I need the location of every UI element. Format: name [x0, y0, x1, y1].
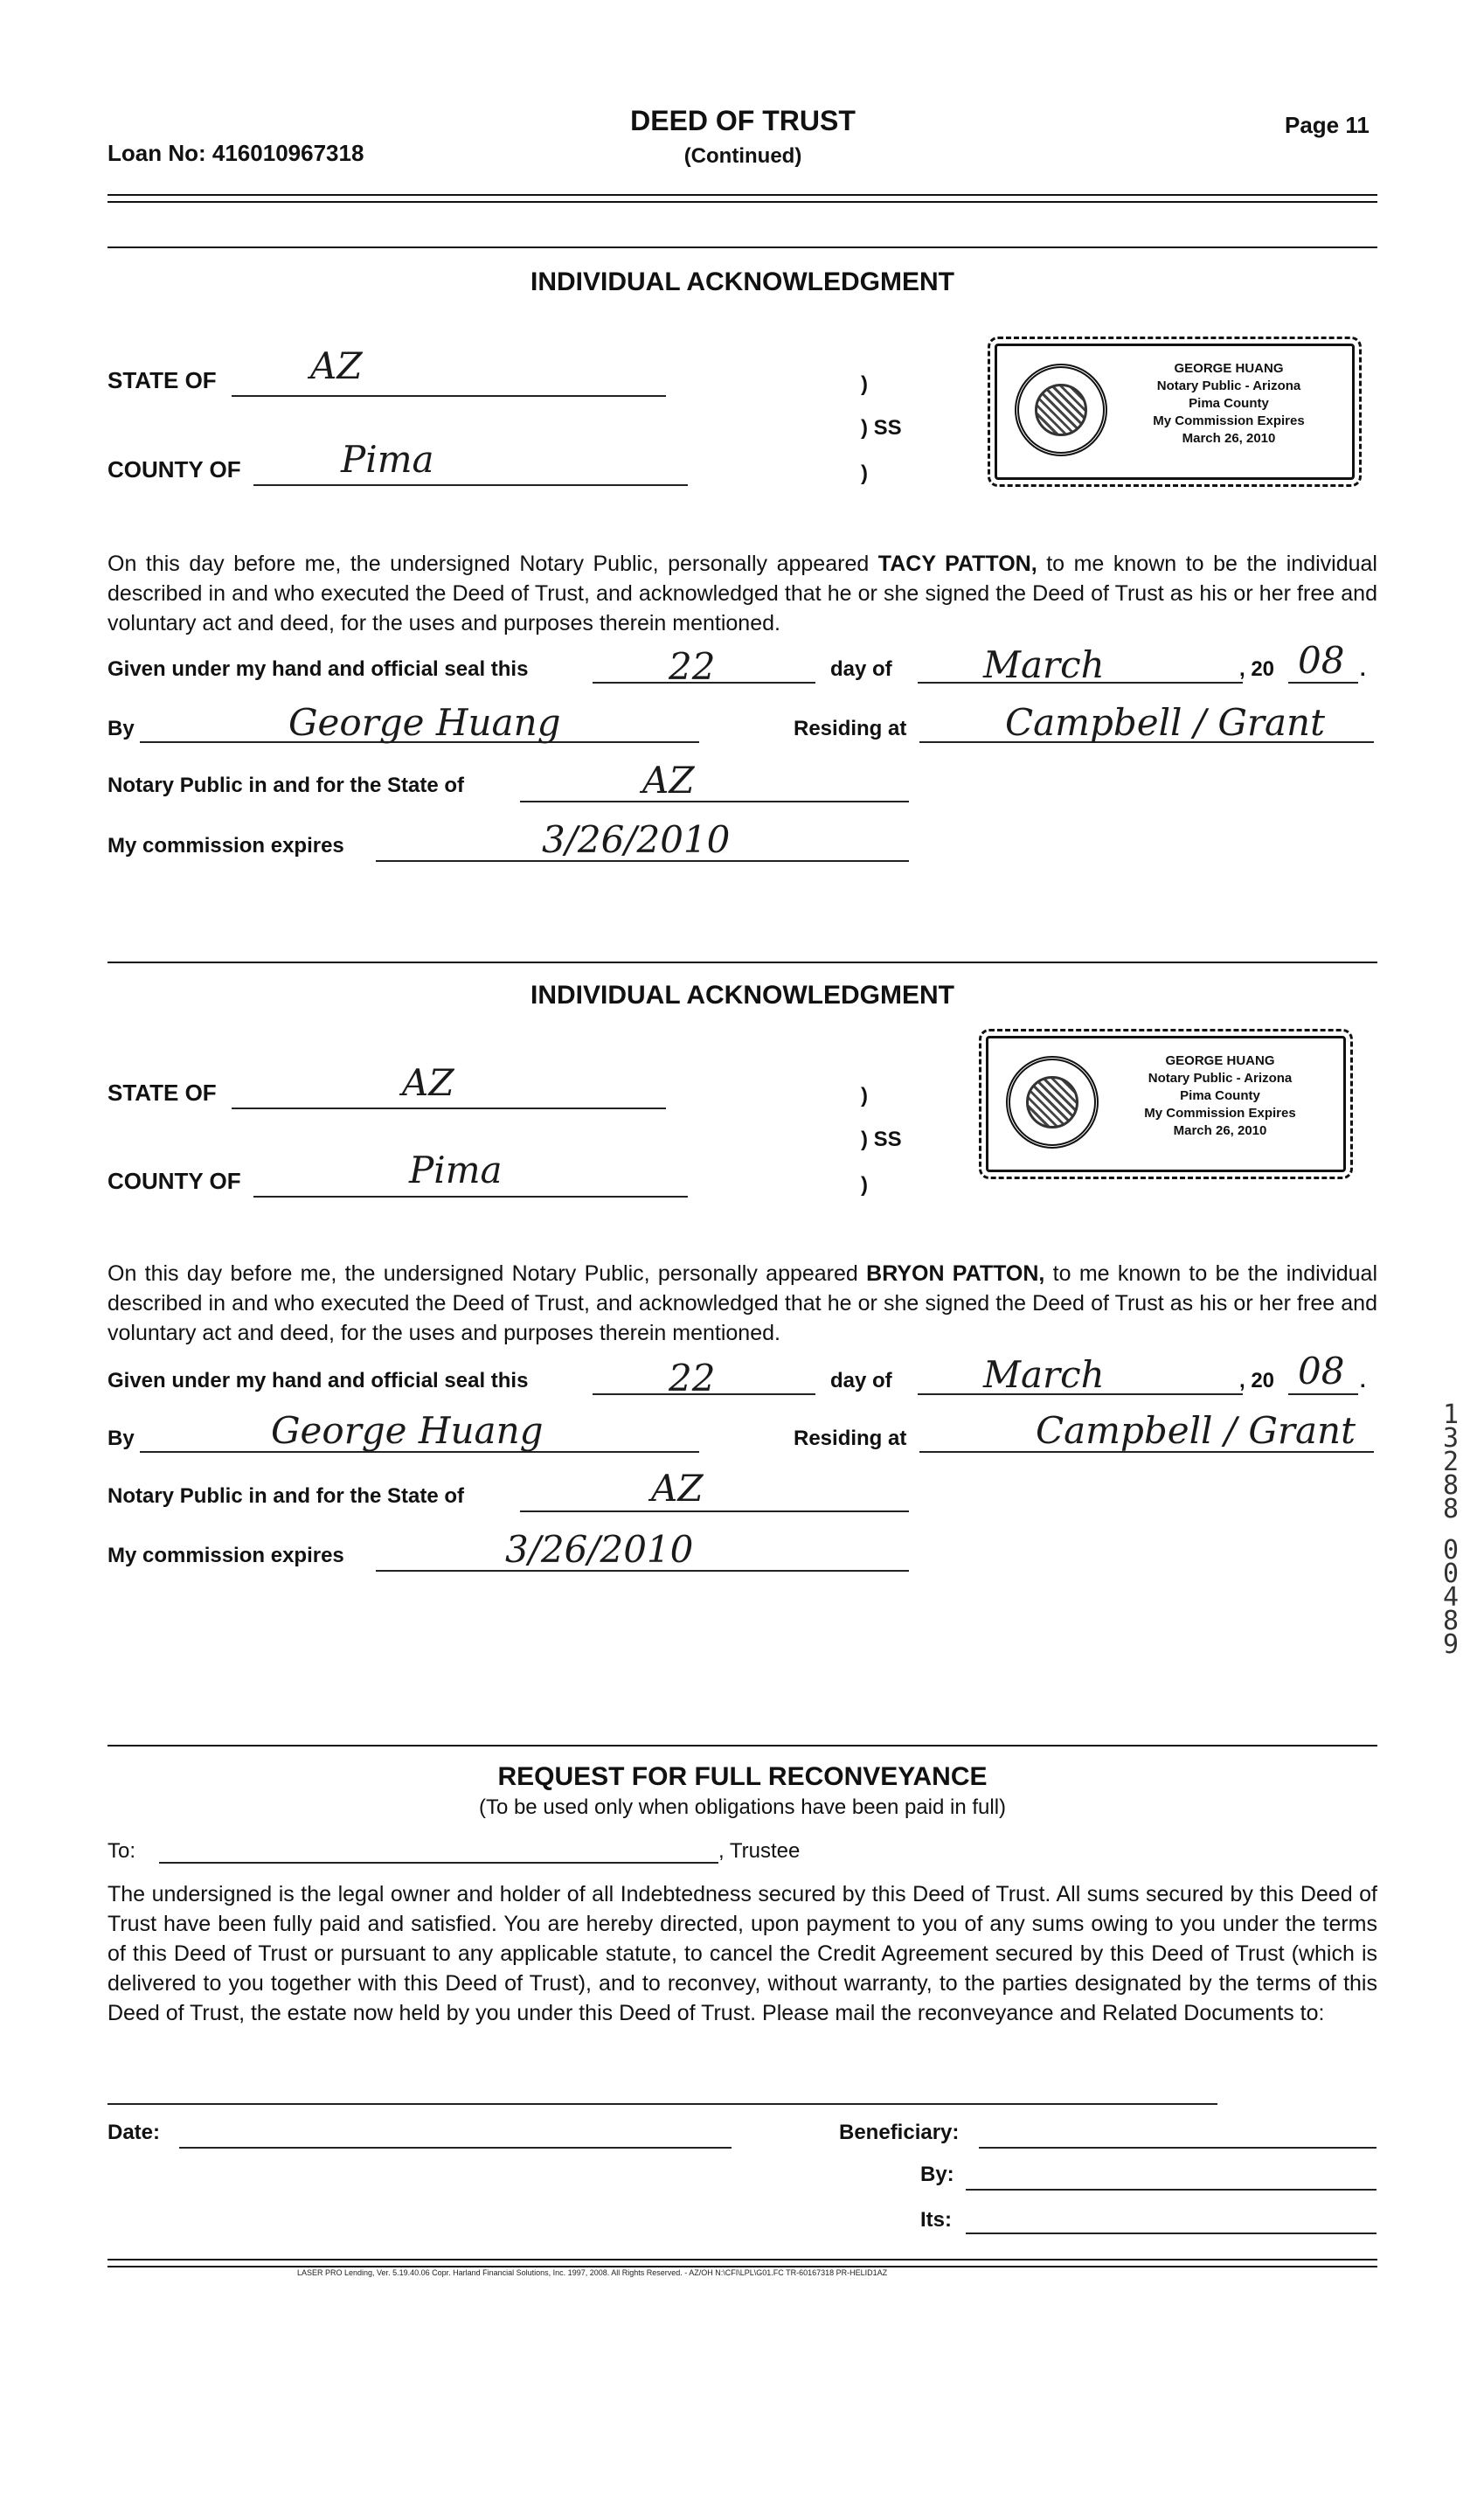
- ack1-state-value: AZ: [310, 344, 363, 387]
- ack1-month: March: [983, 643, 1105, 686]
- ack1-by-label: By: [107, 717, 135, 740]
- by-label: By:: [920, 2163, 954, 2186]
- ack1-period: .: [1360, 657, 1366, 681]
- ack1-paragraph: On this day before me, the undersigned Notary Public, personally appeared TACY PATTON, to me known to be the individual described in and who executed the Deed of Trust, and acknowledged that he or she signed the Deed of Trust as his or her free and voluntary act and deed, for the uses and purposes therein mentioned.: [107, 552, 1377, 635]
- ack1-county-line: [253, 484, 688, 486]
- recording-number-line2: 0 0 4 8 9: [1442, 1535, 1460, 1660]
- ack2-state-line: [232, 1108, 666, 1109]
- date-label: Date:: [107, 2121, 161, 2144]
- ack1-residing-label: Residing at: [794, 717, 907, 740]
- ack1-expires-value: 3/26/2010: [542, 818, 731, 861]
- ack2-state-value: AZ: [402, 1061, 454, 1104]
- ack2-notary-state-line: [520, 1510, 909, 1512]
- ack2-seal-name: GEORGE HUANG: [1165, 1053, 1275, 1068]
- ack2-period: .: [1360, 1369, 1366, 1392]
- ack1-paren-1: ): [861, 372, 868, 396]
- ack2-county-value: Pima: [409, 1149, 503, 1191]
- document-subtitle: (Continued): [683, 144, 802, 168]
- ack1-state-seal-icon: [1015, 364, 1107, 456]
- footer-rule-top: [107, 2259, 1377, 2260]
- ack1-seal-title: Notary Public - Arizona: [1156, 378, 1301, 393]
- ack2-residing-label: Residing at: [794, 1427, 907, 1450]
- document-title: DEED OF TRUST: [630, 105, 856, 136]
- ack2-residing-value: Campbell / Grant: [1036, 1409, 1356, 1452]
- ack1-county-label: COUNTY OF: [107, 456, 241, 483]
- ack1-seal-expires: March 26, 2010: [1182, 431, 1276, 446]
- to-label: To:: [107, 1839, 136, 1863]
- loan-number-line: [107, 140, 364, 167]
- ack1-notary-seal: [995, 344, 1355, 480]
- ack2-notary-seal: [986, 1036, 1346, 1172]
- mail-to-line[interactable]: [107, 2103, 1217, 2105]
- date-line[interactable]: [179, 2147, 732, 2149]
- header-rule-bottom: [107, 201, 1377, 203]
- ack2-seal-commission: My Commission Expires: [1144, 1106, 1296, 1121]
- ack2-seal-county: Pima County: [1180, 1088, 1260, 1103]
- ack1-year-line: [1288, 682, 1358, 684]
- ack1-day-of-label: day of: [830, 657, 892, 681]
- ack2-seal-title: Notary Public - Arizona: [1148, 1071, 1293, 1086]
- ack1-seal-commission: My Commission Expires: [1153, 413, 1305, 428]
- ack2-state-label: STATE OF: [107, 1080, 217, 1106]
- ack1-state-label: STATE OF: [107, 367, 217, 393]
- reconveyance-rule: [107, 1745, 1377, 1746]
- ack1-seal-name: GEORGE HUANG: [1174, 361, 1284, 376]
- ack2-person: BRYON PATTON,: [866, 1261, 1045, 1286]
- its-label: Its:: [920, 2208, 952, 2232]
- reconveyance-subheading: (To be used only when obligations have been paid in full): [478, 1795, 1007, 1819]
- ack2-notary-state-value: AZ: [651, 1467, 704, 1510]
- ack1-given-day: 22: [669, 645, 716, 688]
- loan-label: Loan No:: [107, 140, 206, 166]
- recording-number-line1: 1 3 2 8 8: [1442, 1399, 1460, 1524]
- ack1-year-prefix: , 20: [1239, 657, 1275, 681]
- beneficiary-line[interactable]: [979, 2147, 1377, 2149]
- ack2-seal-expires: March 26, 2010: [1173, 1123, 1267, 1138]
- ack1-year-suffix: 08: [1298, 639, 1345, 682]
- ack1-given-label: Given under my hand and official seal this: [107, 657, 529, 681]
- ack1-by-signature: George Huang: [288, 701, 561, 744]
- ack2-county-label: COUNTY OF: [107, 1168, 241, 1194]
- ack1-state-line: [232, 395, 666, 397]
- ack1-county-value: Pima: [341, 438, 434, 481]
- ack2-expires-label: My commission expires: [107, 1544, 344, 1567]
- ack1-person: TACY PATTON,: [877, 552, 1037, 576]
- ack1-notary-state-line: [520, 801, 909, 802]
- trustee-label: , Trustee: [718, 1839, 801, 1863]
- by-line[interactable]: [966, 2189, 1377, 2191]
- ack2-state-seal-icon: [1006, 1056, 1099, 1149]
- ack2-day-of-label: day of: [830, 1369, 892, 1392]
- ack1-residing-value: Campbell / Grant: [1005, 701, 1325, 744]
- ack1-ss: ) SS: [861, 416, 902, 440]
- page-number: Page 11: [1285, 112, 1370, 138]
- ack1-notary-state-value: AZ: [642, 759, 695, 802]
- ack2-county-line: [253, 1196, 688, 1198]
- footer-software-note: LASER PRO Lending, Ver. 5.19.40.06 Copr. Harland Financial Solutions, Inc. 1997, 2008. All Rights Reserved. - AZ/OH N:\CFI\LPL\G01.FC TR-60167318 PR-HELID1AZ: [297, 2268, 888, 2277]
- ack2-paragraph: On this day before me, the undersigned Notary Public, personally appeared BRYON PATTON, to me known to be the individual described in and who executed the Deed of Trust, and acknowledged that he or she signed the Deed of Trust as his or her free and voluntary act and deed, for the uses and purposes therein mentioned.: [107, 1261, 1377, 1345]
- ack2-by-signature: George Huang: [271, 1409, 544, 1452]
- ack2-notary-state-label: Notary Public in and for the State of: [107, 1484, 465, 1508]
- ack2-given-label: Given under my hand and official seal this: [107, 1369, 529, 1392]
- loan-number: 416010967318: [212, 140, 364, 166]
- reconveyance-body: The undersigned is the legal owner and holder of all Indebtedness secured by this Deed of Trust. All sums secured by this Deed of Trust have been fully paid and satisfied. You are hereby directed, upon payment to you of any sums owing to you under the terms of this Deed of Trust or pursuant to any applicable statute, to cancel the Credit Agreement secured by this Deed of Trust (which is delivered to you together with this Deed of Trust), and to reconvey, without warranty, to the parties designated by the terms of this Deed of Trust, the estate now held by you under this Deed of Trust. Please mail the reconveyance and Related Documents to:: [107, 1882, 1377, 2025]
- ack2-year-prefix: , 20: [1239, 1369, 1275, 1392]
- ack2-given-day: 22: [669, 1357, 716, 1399]
- footer-rule-bottom: [107, 2266, 1377, 2267]
- ack1-heading: INDIVIDUAL ACKNOWLEDGMENT: [530, 267, 954, 296]
- ack2-ss: ) SS: [861, 1128, 902, 1151]
- header-rule-top: [107, 194, 1377, 196]
- ack1-expires-label: My commission expires: [107, 834, 344, 858]
- ack2-month: March: [983, 1353, 1105, 1396]
- ack2-paren-1: ): [861, 1084, 868, 1108]
- recording-number-vertical: [1436, 1399, 1466, 1660]
- reconveyance-heading: REQUEST FOR FULL RECONVEYANCE: [497, 1762, 988, 1791]
- ack2-year-line: [1288, 1393, 1358, 1395]
- ack2-heading: INDIVIDUAL ACKNOWLEDGMENT: [530, 981, 954, 1010]
- ack2-year-suffix: 08: [1298, 1350, 1345, 1392]
- ack1-notary-state-label: Notary Public in and for the State of: [107, 774, 465, 797]
- beneficiary-label: Beneficiary:: [839, 2121, 960, 2144]
- to-line[interactable]: [159, 1862, 718, 1864]
- ack1-paren-2: ): [861, 462, 868, 485]
- ack2-paren-2: ): [861, 1173, 868, 1197]
- ack1-seal-county: Pima County: [1189, 396, 1269, 411]
- ack2-rule: [107, 962, 1377, 963]
- ack2-expires-value: 3/26/2010: [505, 1528, 694, 1571]
- its-line[interactable]: [966, 2233, 1377, 2234]
- ack1-rule: [107, 247, 1377, 248]
- ack2-by-label: By: [107, 1427, 135, 1450]
